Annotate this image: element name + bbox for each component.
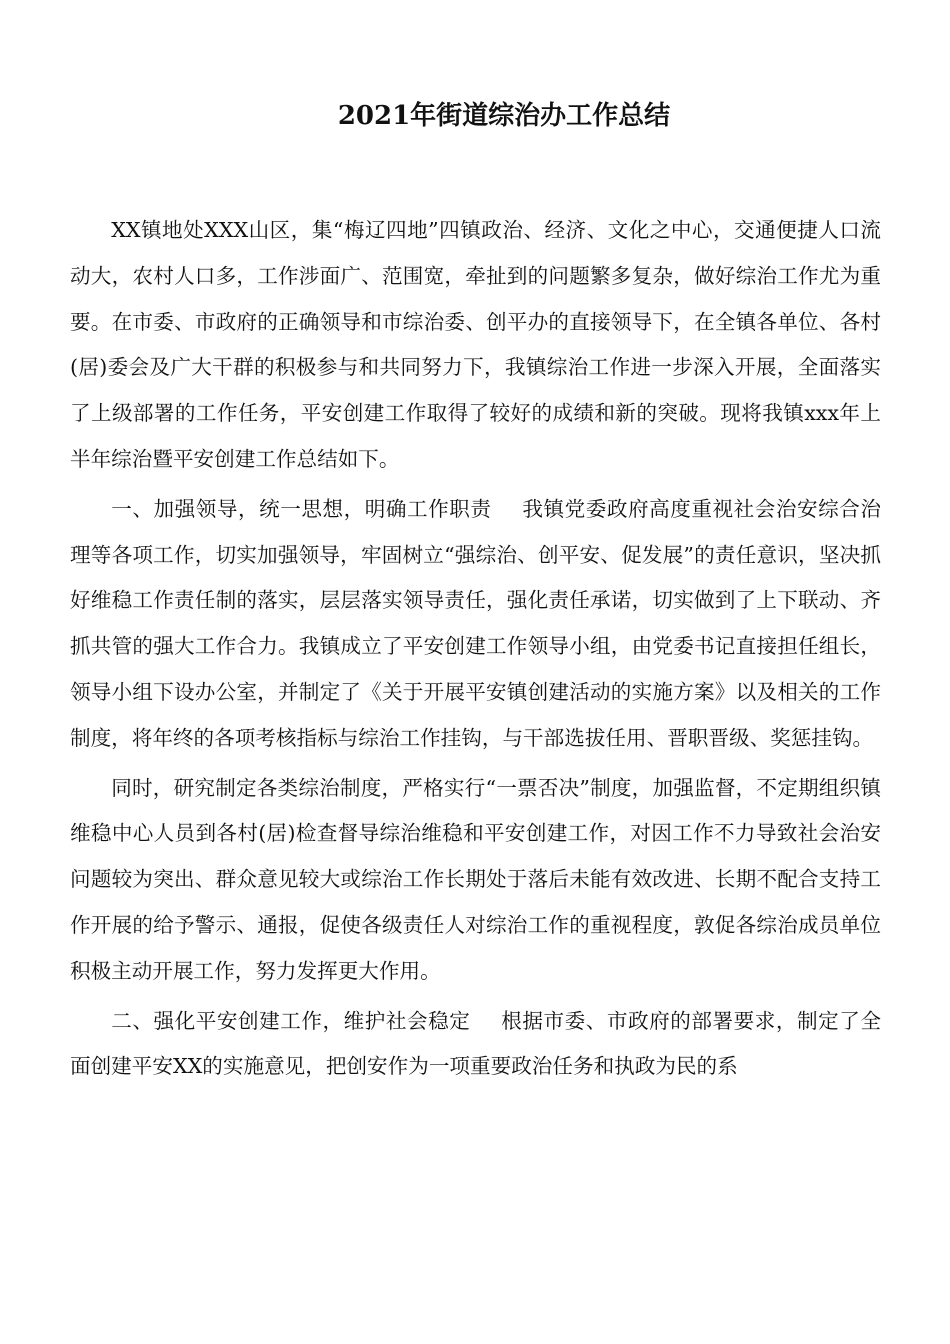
paragraph-intro [70,208,881,483]
document-title: 2021年街道综治办工作总结 [337,101,671,131]
paragraph-text: 同时，研究制定各类综治制度，严格实行“一票否决”制度，加强监督，不定期组织镇维稳中心人员到各村(居)检查督导综治维稳和平安创建工作，对因工作不力导致社会治安问题较为突出、群众意见较大或综治工作长期处于落后未能有效改进、长期不配合支持工作开展的给予警示、通报，促使各级责任人对综治工作的重视程度，敦促各综治成员单位积极主动开展工作，努力发挥更大作用。 [70,775,881,983]
paragraph-text: XX镇地处XXX山区，集“梅辽四地”四镇政治、经济、文化之中心，交通便捷人口流动大，农村人口多，工作涉面广、范围宽，牵扯到的问题繁多复杂，做好综治工作尤为重要。在市委、市政府的正确领导和市综治委、创平办的直接领导下，在全镇各单位、各村(居)委会及广大干群的积极参与和共同努力下，我镇综治工作进一步深入开展，全面落实了上级部署的工作任务，平安创建工作取得了较好的成绩和新的突破。现将我镇xxx年上半年综治暨平安创建工作总结如下。 [70,218,881,471]
section-heading: 一、加强领导，统一思想，明确工作职责 [111,496,492,521]
paragraph-section-2 [70,999,881,1091]
paragraph-section-1-cont [70,766,881,995]
paragraph-text: 我镇党委政府高度重视社会治安综合治理等各项工作，切实加强领导，牢固树立“强综治、创平安、促发展”的责任意识，坚决抓好维稳工作责任制的落实，层层落实领导责任，强化责任承诺，切实做到了上下联动、齐抓共管的强大工作合力。我镇成立了平安创建工作领导小组，由党委书记直接担任组长，领导小组下设办公室，并制定了《关于开展平安镇创建活动的实施方案》以及相关的工作制度，将年终的各项考核指标与综治工作挂钩，与干部选拔任用、晋职晋级、奖惩挂钩。 [70,496,882,750]
document-body [70,208,881,1090]
paragraph-text: 根据市委、市政府的部署要求，制定了全面创建平安XX的实施意见，把创安作为一项重要政治任务和执政为民的系 [70,1008,882,1079]
paragraph-section-1 [70,487,881,762]
section-heading: 二、强化平安创建工作，维护社会稳定 [111,1008,471,1033]
